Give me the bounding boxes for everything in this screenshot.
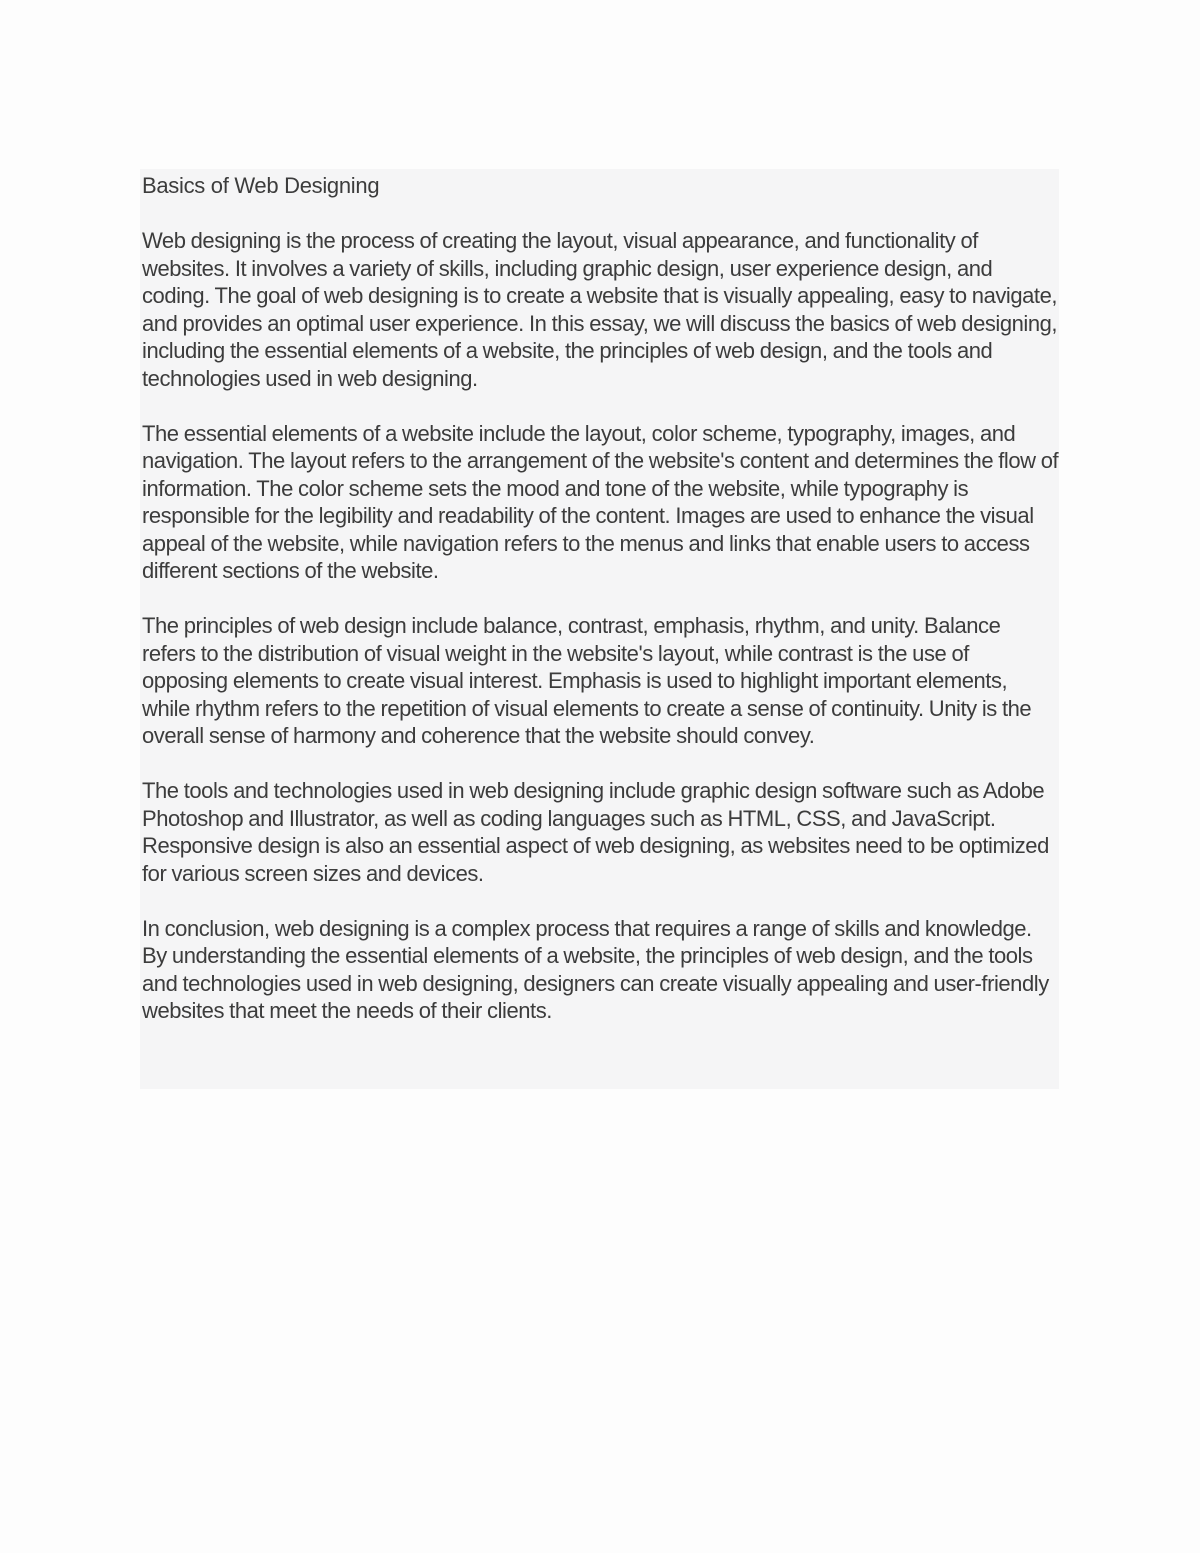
paragraph-design-principles: The principles of web design include balance, contrast, emphasis, rhythm, and unity. Balance refers to the distribution of visual weight in the website's layout, while contrast is the use of opposing elements to create visual interest. Emphasis is used to highlight important elements, while rhythm refers to the repetition of visual elements to create a sense of continuity. Unity is the overall sense of harmony and coherence that the website should convey. [142, 613, 1032, 748]
paragraph-tools-technologies: The tools and technologies used in web designing include graphic design software such as Adobe Photoshop and Illustrator, as well as coding languages such as HTML, CSS, and JavaScript. Responsive design is also an essential aspect of web designing, as websites need to be optimized for various screen sizes and devices. [142, 778, 1049, 886]
paragraph-introduction: Web designing is the process of creating the layout, visual appearance, and functionality of websites. It involves a variety of skills, including graphic design, user experience design, and coding. The goal of web designing is to create a website that is visually appealing, easy to navigate, and provides an optimal user experience. In this essay, we will discuss the basics of web designing, including the essential elements of a website, the principles of web design, and the tools and technologies used in web designing. [142, 228, 1058, 391]
paragraph-essential-elements: The essential elements of a website include the layout, color scheme, typography, images, and navigation. The layout refers to the arrangement of the website's content and determines the flow of information. The color scheme sets the mood and tone of the website, while typography is responsible for the legibility and readability of the content. Images are used to enhance the visual appeal of the website, while navigation refers to the menus and links that enable users to access different sections of the website. [142, 420, 1059, 583]
essay-text-block [140, 169, 1059, 1089]
document-title: Basics of Web Designing [142, 173, 380, 198]
paragraph-conclusion: In conclusion, web designing is a complex process that requires a range of skills and knowledge. By understanding the essential elements of a website, the principles of web design, and the tools and technologies used in web designing, designers can create visually appealing and user-friendly websites that meet the needs of their clients. [142, 915, 1049, 1023]
